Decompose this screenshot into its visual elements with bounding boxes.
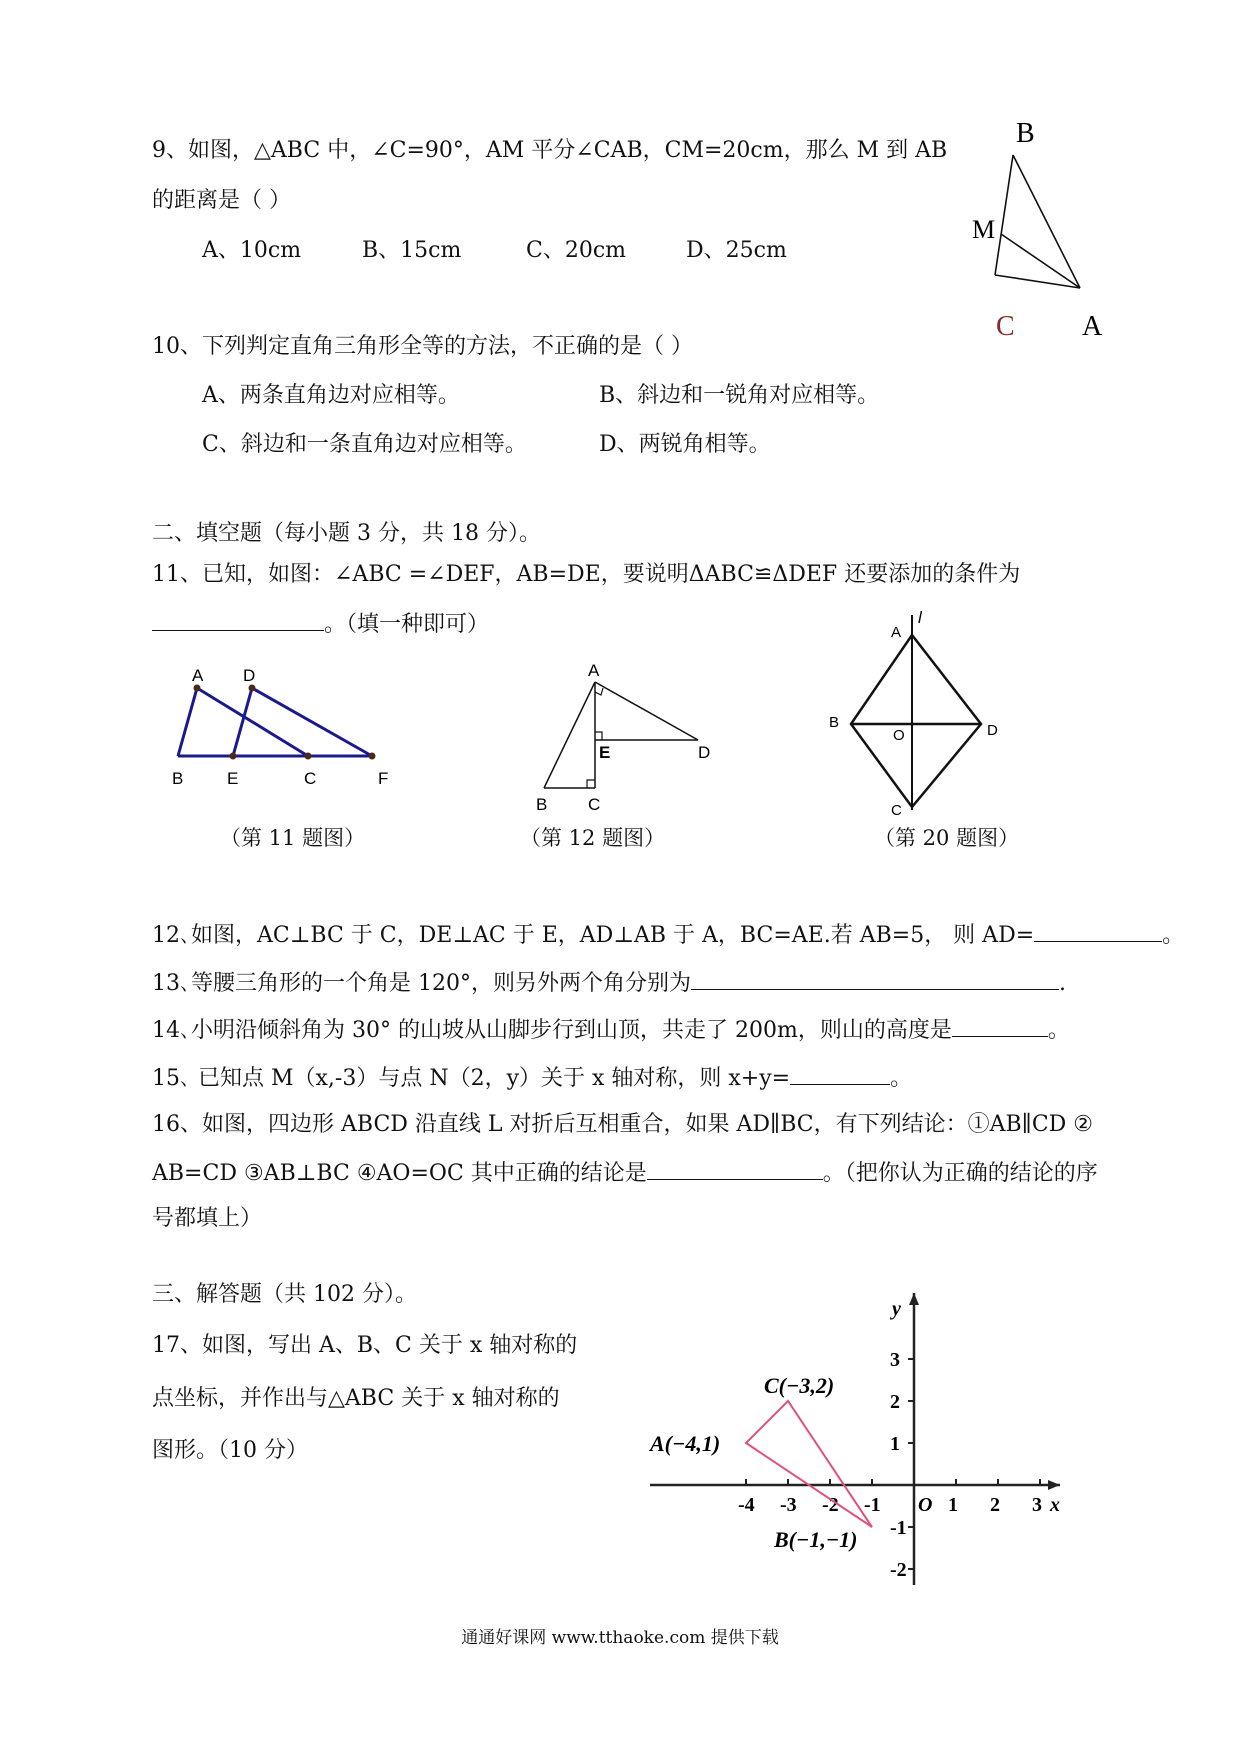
point-a-label: A(−4,1) <box>650 1431 721 1456</box>
q11-line2: 。（填一种即可） <box>324 612 490 637</box>
q12-end: 。 <box>1162 923 1185 948</box>
q12-row <box>152 919 1184 951</box>
q13-text: 13､等腰三角形的一个角是 120°，则另外两个角分别为 <box>152 971 691 996</box>
fig11-dot-e <box>230 753 237 760</box>
fig12-side-ab <box>544 682 595 788</box>
q17-line3: 图形。（10 分） <box>152 1438 308 1463</box>
fig12-right-angle-c <box>587 780 595 788</box>
q9-option-b: B、15cm <box>362 238 462 263</box>
q9-label-m: M <box>972 215 996 244</box>
q15-end: 。 <box>890 1066 913 1091</box>
fig12-right-angle-e <box>595 732 602 740</box>
q16-line2b: 。（把你认为正确的结论的序 <box>822 1161 1098 1186</box>
y-tick-label: 3 <box>890 1349 900 1371</box>
y-axis-arrow <box>909 1293 919 1305</box>
fig12-right-angle-a <box>595 688 603 695</box>
fig11-dot-c <box>305 753 312 760</box>
fig11-dot-a <box>194 685 201 692</box>
q10-option-a: A、两条直角边对应相等。 <box>202 383 460 408</box>
fig20-label-a: A <box>891 624 902 641</box>
fig11-label-b: B <box>172 769 184 788</box>
fig12 <box>530 652 730 817</box>
q17-line2: 点坐标，并作出与△ABC 关于 x 轴对称的 <box>152 1386 560 1411</box>
q16-answer-blank[interactable] <box>647 1157 823 1180</box>
fig11-dot-d <box>249 685 256 692</box>
q9-bisector-am <box>1001 234 1080 288</box>
q9-side-ca <box>995 275 1080 288</box>
q9-side-bc <box>995 155 1013 275</box>
y-tick-label: -2 <box>890 1559 907 1581</box>
q9-option-a: A、10cm <box>202 238 302 263</box>
fig20-label-l: l <box>918 608 922 627</box>
q15-text: 15､ 已知点 M（x,-3）与点 N（2，y）关于 x 轴对称，则 x+y= <box>152 1066 791 1091</box>
fig12-label-b: B <box>536 795 548 814</box>
fig12-caption: （第 12 题图） <box>520 826 666 850</box>
fig12-label-c: C <box>588 795 601 814</box>
x-tick-label: 3 <box>1032 1494 1042 1516</box>
q10-option-b: B、斜边和一锐角对应相等。 <box>599 383 880 408</box>
fig12-label-e: E <box>599 743 611 762</box>
q14-text: 14､小明沿倾斜角为 30° 的山坡从山脚步行到山顶，共走了 200m，则山的高度是 <box>152 1018 952 1043</box>
q9-figure <box>960 110 1120 340</box>
fig11-side-de <box>233 688 252 756</box>
x-tick-label: -2 <box>822 1494 839 1516</box>
q9-label-a: A <box>1082 311 1103 340</box>
q16-line2 <box>152 1157 1098 1189</box>
triangle-abc <box>746 1401 872 1527</box>
fig11-label-c: C <box>304 769 317 788</box>
fig20-label-d: D <box>987 722 998 739</box>
q9-option-c: C、20cm <box>526 238 627 263</box>
q16-line1: 16、如图，四边形 ABCD 沿直线 L 对折后互相重合，如果 AD∥BC，有下列结论：①AB∥CD ② <box>152 1112 1094 1137</box>
fig20-caption: （第 20 题图） <box>874 826 1020 850</box>
q13-row <box>152 967 1066 999</box>
q10-option-d: D、两锐角相等。 <box>599 432 771 457</box>
fig11-label-d: D <box>243 666 256 685</box>
q9-label-c: C <box>996 311 1015 340</box>
q16-line3: 号都填上） <box>152 1206 263 1231</box>
q13-end: . <box>1058 971 1066 996</box>
y-tick-label: 1 <box>890 1433 900 1455</box>
q17-coordinate-figure <box>640 1285 1070 1595</box>
x-axis-label: x <box>1050 1494 1060 1516</box>
fig12-side-ad <box>595 682 698 740</box>
fig11-side-ab <box>178 688 197 756</box>
fig11-label-a: A <box>192 666 204 685</box>
q14-end: 。 <box>1047 1018 1070 1043</box>
fig20-quadrilateral <box>851 635 981 807</box>
q10-option-c: C、斜边和一条直角边对应相等。 <box>202 432 527 457</box>
section2-title: 二、填空题（每小题 3 分，共 18 分）。 <box>152 521 541 546</box>
q13-answer-blank[interactable] <box>691 967 1059 990</box>
fig20 <box>815 605 1015 820</box>
y-axis-label: y <box>892 1298 901 1320</box>
fig12-label-a: A <box>588 661 600 680</box>
origin-label: O <box>918 1494 933 1516</box>
fig11-side-ac <box>197 688 308 756</box>
q9-line1: 9、如图，△ABC 中，∠C=90°，AM 平分∠CAB，CM=20cm，那么 M 到 AB <box>152 138 948 163</box>
q11-answer-blank[interactable] <box>152 608 324 631</box>
section3-title: 三、解答题（共 102 分）。 <box>152 1282 417 1307</box>
q9-line2: 的距离是（ ） <box>152 188 291 213</box>
x-tick-label: -3 <box>780 1494 797 1516</box>
x-tick-label: 1 <box>948 1494 958 1516</box>
q16-line2a: AB=CD ③AB⊥BC ④AO=OC 其中正确的结论是 <box>152 1161 647 1186</box>
q9-label-b: B <box>1016 118 1035 149</box>
q11-line1: 11、已知，如图：∠ABC =∠DEF，AB=DE，要说明ΔABC≌ΔDEF 还要添加的条件为 <box>152 562 1021 587</box>
x-tick-label: -4 <box>738 1494 755 1516</box>
q17-line1: 17、如图，写出 A、B、C 关于 x 轴对称的 <box>152 1333 578 1358</box>
q9-option-d: D、25cm <box>686 238 787 263</box>
point-c-label: C(−3,2) <box>764 1373 835 1398</box>
fig11-label-e: E <box>227 769 239 788</box>
fig12-label-d: D <box>698 743 711 762</box>
q12-text: 12､如图，AC⊥BC 于 C，DE⊥AC 于 E，AD⊥AB 于 A，BC=AE.若 AB=5， 则 AD= <box>152 923 1035 948</box>
y-tick-label: -1 <box>890 1517 907 1539</box>
fig11-side-df <box>252 688 372 756</box>
fig11 <box>160 660 400 790</box>
fig11-label-f: F <box>378 769 389 788</box>
x-tick-label: -1 <box>864 1494 881 1516</box>
page-footer: 通通好课网 www.tthaoke.com 提供下载 <box>461 1628 779 1648</box>
q14-row <box>152 1014 1070 1046</box>
fig11-dot-f <box>369 753 376 760</box>
q14-answer-blank[interactable] <box>952 1014 1048 1037</box>
q15-answer-blank[interactable] <box>790 1062 890 1085</box>
y-tick-label: 2 <box>890 1391 900 1413</box>
q9-side-ba <box>1013 155 1080 288</box>
fig20-label-o: O <box>893 727 905 744</box>
fig20-label-b: B <box>829 714 840 731</box>
x-tick-label: 2 <box>990 1494 1000 1516</box>
x-axis-arrow <box>1048 1480 1060 1490</box>
q10-stem: 10、下列判定直角三角形全等的方法，不正确的是（ ） <box>152 334 693 359</box>
fig11-caption: （第 11 题图） <box>220 826 366 850</box>
q12-answer-blank[interactable] <box>1034 919 1162 942</box>
q11-line2-wrap <box>152 608 489 640</box>
fig20-label-c: C <box>891 802 902 819</box>
point-b-label: B(−1,−1) <box>774 1527 858 1552</box>
q15-row <box>152 1062 912 1094</box>
